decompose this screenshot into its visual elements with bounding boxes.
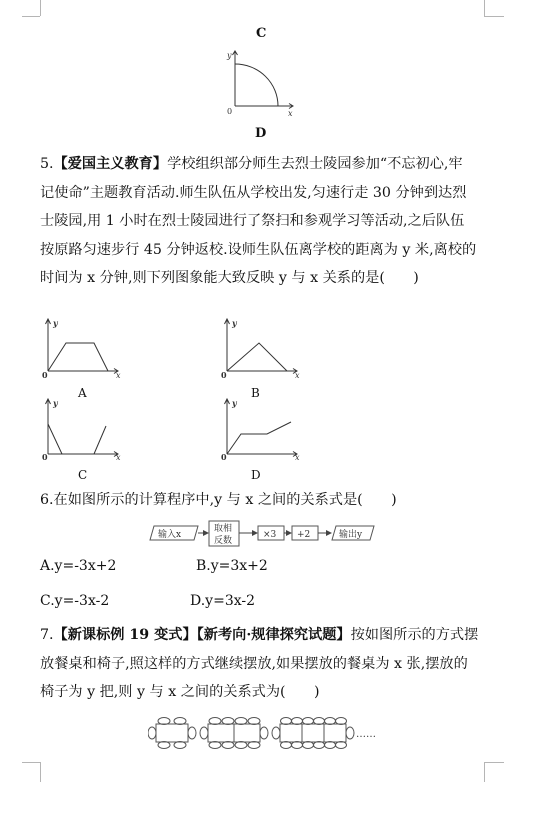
option-d-label-top: D xyxy=(255,126,267,141)
graph-d-arc xyxy=(218,46,308,116)
graph-a-origin: 0 xyxy=(42,370,48,378)
q5-graph-a xyxy=(36,316,126,378)
q5-line-5: 时间为 x 分钟,则下列图象能大致反映 y 与 x 关系的是( ) xyxy=(40,270,419,286)
graph-b-axis-x: x xyxy=(295,371,300,378)
corner-mark-top-left xyxy=(40,0,41,16)
table-group-3 xyxy=(272,718,354,749)
q6-option-a: A.y=-3x+2 xyxy=(40,558,117,574)
flow-step2: ×3 xyxy=(263,530,277,540)
graph-d-axis-x-q5: x xyxy=(295,453,300,460)
q6-option-d: D.y=3x-2 xyxy=(190,593,256,609)
question-7-text xyxy=(40,621,500,707)
q7-line-2: 放餐桌和椅子,照这样的方式继续摆放,如果摆放的餐桌为 x 张,摆放的 xyxy=(40,655,468,672)
q7-tag-1: 【新课标例 19 变式】 xyxy=(53,627,197,643)
graph-d-origin-q5: 0 xyxy=(221,452,227,460)
question-6-text: 6.在如图所示的计算程序中,y 与 x 之间的关系式是( ) xyxy=(40,492,397,508)
q5-number: 5. xyxy=(40,156,54,172)
q5-line-2: 记使命”主题教育活动.师生队伍从学校出发,匀速行走 30 分钟到达烈 xyxy=(40,184,467,201)
q7-line-1-rest: 按如图所示的方式摆 xyxy=(350,627,479,643)
corner-mark-top-left-h xyxy=(22,16,40,17)
graph-c-origin: 0 xyxy=(42,452,48,460)
graph-d-axis-x: x xyxy=(288,109,293,116)
flow-input: 输入x xyxy=(158,530,182,540)
q5-line-3: 士陵园,用 1 小时在烈士陵园进行了祭扫和参观学习等活动,之后队伍 xyxy=(40,213,465,229)
corner-mark-bottom-left xyxy=(40,762,41,782)
q7-line-3: 椅子为 y 把,则 y 与 x 之间的关系式为( ) xyxy=(40,684,320,700)
corner-mark-bottom-right xyxy=(484,762,485,782)
table-group-2 xyxy=(200,718,268,749)
q5-graph-d-label: D xyxy=(251,468,261,482)
q7-tables-figure xyxy=(148,716,388,750)
graph-a-axis-y: y xyxy=(53,318,58,328)
q5-graph-b-label: B xyxy=(251,386,260,400)
flow-step1-line2: 反数 xyxy=(214,536,233,546)
graph-c-axis-x: x xyxy=(116,453,121,460)
q5-graph-c-label: C xyxy=(78,468,88,482)
graph-d-origin: 0 xyxy=(227,107,233,116)
graph-d-axis-y-q5: y xyxy=(232,398,237,408)
flow-step3: +2 xyxy=(297,530,311,540)
q7-number: 7. xyxy=(40,627,54,643)
graph-d-axis-y: y xyxy=(227,51,232,60)
corner-mark-bottom-left-h xyxy=(22,762,40,763)
q5-line-1: 学校组织部分师生去烈士陵园参加“不忘初心,牢 xyxy=(167,156,463,172)
graph-b-axis-y: y xyxy=(232,318,237,328)
q7-tag-2: 【新考向·规律探究试题】 xyxy=(196,627,351,643)
q5-graph-c xyxy=(36,396,126,460)
flow-step1-line1: 取相 xyxy=(214,524,233,534)
graph-a-axis-x: x xyxy=(116,371,121,378)
graph-c-axis-y: y xyxy=(53,398,58,408)
q5-graph-a-label: A xyxy=(78,386,87,400)
graph-b-origin: 0 xyxy=(221,370,227,378)
flow-output: 输出y xyxy=(339,530,363,540)
corner-mark-bottom-right-h xyxy=(484,762,504,763)
q7-ellipsis: …… xyxy=(356,729,376,740)
q6-option-b: B.y=3x+2 xyxy=(196,558,268,574)
corner-mark-top-right xyxy=(484,0,485,16)
q6-flowchart xyxy=(146,518,378,548)
q5-graph-d xyxy=(215,396,307,460)
table-group-1 xyxy=(148,718,196,749)
question-5-text xyxy=(40,150,500,293)
corner-mark-top-right-h xyxy=(484,16,504,17)
q6-option-c: C.y=-3x-2 xyxy=(40,593,110,609)
q5-tag: 【爱国主义教育】 xyxy=(53,156,168,172)
q5-graph-b xyxy=(215,316,305,378)
option-c-label-top: C xyxy=(256,26,267,41)
q5-line-4: 按原路匀速步行 45 分钟返校.设师生队伍离学校的距离为 y 米,离校的 xyxy=(40,241,477,258)
